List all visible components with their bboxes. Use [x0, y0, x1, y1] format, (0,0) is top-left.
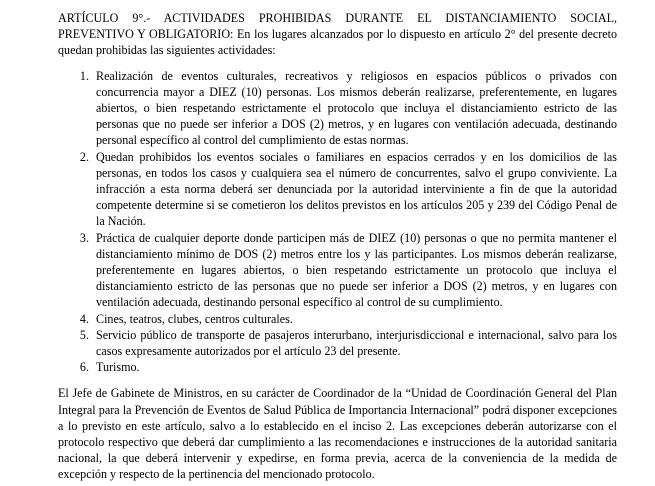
prohibited-activities-list	[58, 68, 617, 376]
list-item: 5. Servicio público de transporte de pasajeros interurbano, interjurisdiccional e internacional, salvo para los casos expresamente autorizados por el artículo 23 del presente.	[92, 327, 617, 359]
list-item: 3. Práctica de cualquier deporte donde participen más de DIEZ (10) personas o que no permita mantener el distanciamiento mínimo de DOS (2) metros entre los y las participantes. Los mismos deberán realizarse, preferentemente en lugares abiertos, o bien respetando estrictamente un protocolo que incluya el distanciamiento estricto de las personas que no puede ser inferior a DOS (2) metros, y en lugares con ventilación adecuada, destinando personal específico al control de su cumplimiento.	[92, 230, 617, 311]
closing-paragraph: El Jefe de Gabinete de Ministros, en su carácter de Coordinador de la “Unidad de Coordinación General del Plan Integral para la Prevención de Eventos de Salud Pública de Importancia Internacional” podrá disponer excepciones a lo previsto en este artículo, salvo a lo establecido en el inciso 2. Las excepciones deberán autorizarse con el protocolo respectivo que deberá dar cumplimiento a las recomendaciones e instrucciones de la autoridad sanitaria nacional, la que deberá intervenir y expedirse, en forma previa, acerca de la conveniencia de la medida de excepción y respecto de la pertinencia del mencionado protocolo.	[58, 386, 617, 482]
list-item: 2. Quedan prohibidos los eventos sociales o familiares en espacios cerrados y en los domicilios de las personas, en todos los casos y cualquiera sea el número de concurrentes, salvo el grupo conviviente. La infracción a esta norma deberá ser denunciada por la autoridad interviniente a fin de que la autoridad competente determine si se cometieron los delitos previstos en los artículos 205 y 239 del Código Penal de la Nación.	[92, 149, 617, 230]
list-item: 4. Cines, teatros, clubes, centros culturales.	[92, 311, 617, 327]
list-item: 1. Realización de eventos culturales, recreativos y religiosos en espacios públicos o privados con concurrencia mayor a DIEZ (10) personas. Los mismos deberán realizarse, preferentemente, en lugares abiertos, o bien respetando estrictamente el protocolo que incluya el distanciamiento estricto de las personas que no puede ser inferior a DOS (2) metros, y en lugares con ventilación adecuada, destinando personal específico al control del cumplimiento de estas normas.	[92, 68, 617, 149]
article-heading: ARTÍCULO 9°.- ACTIVIDADES PROHIBIDAS DURANTE EL DISTANCIAMIENTO SOCIAL, PREVENTIVO Y OBLIGATORIO: En los lugares alcanzados por lo dispuesto en artículo 2° del presente decreto quedan prohibidas las siguientes actividades:	[58, 11, 617, 58]
list-item: 6. Turismo.	[92, 359, 617, 375]
